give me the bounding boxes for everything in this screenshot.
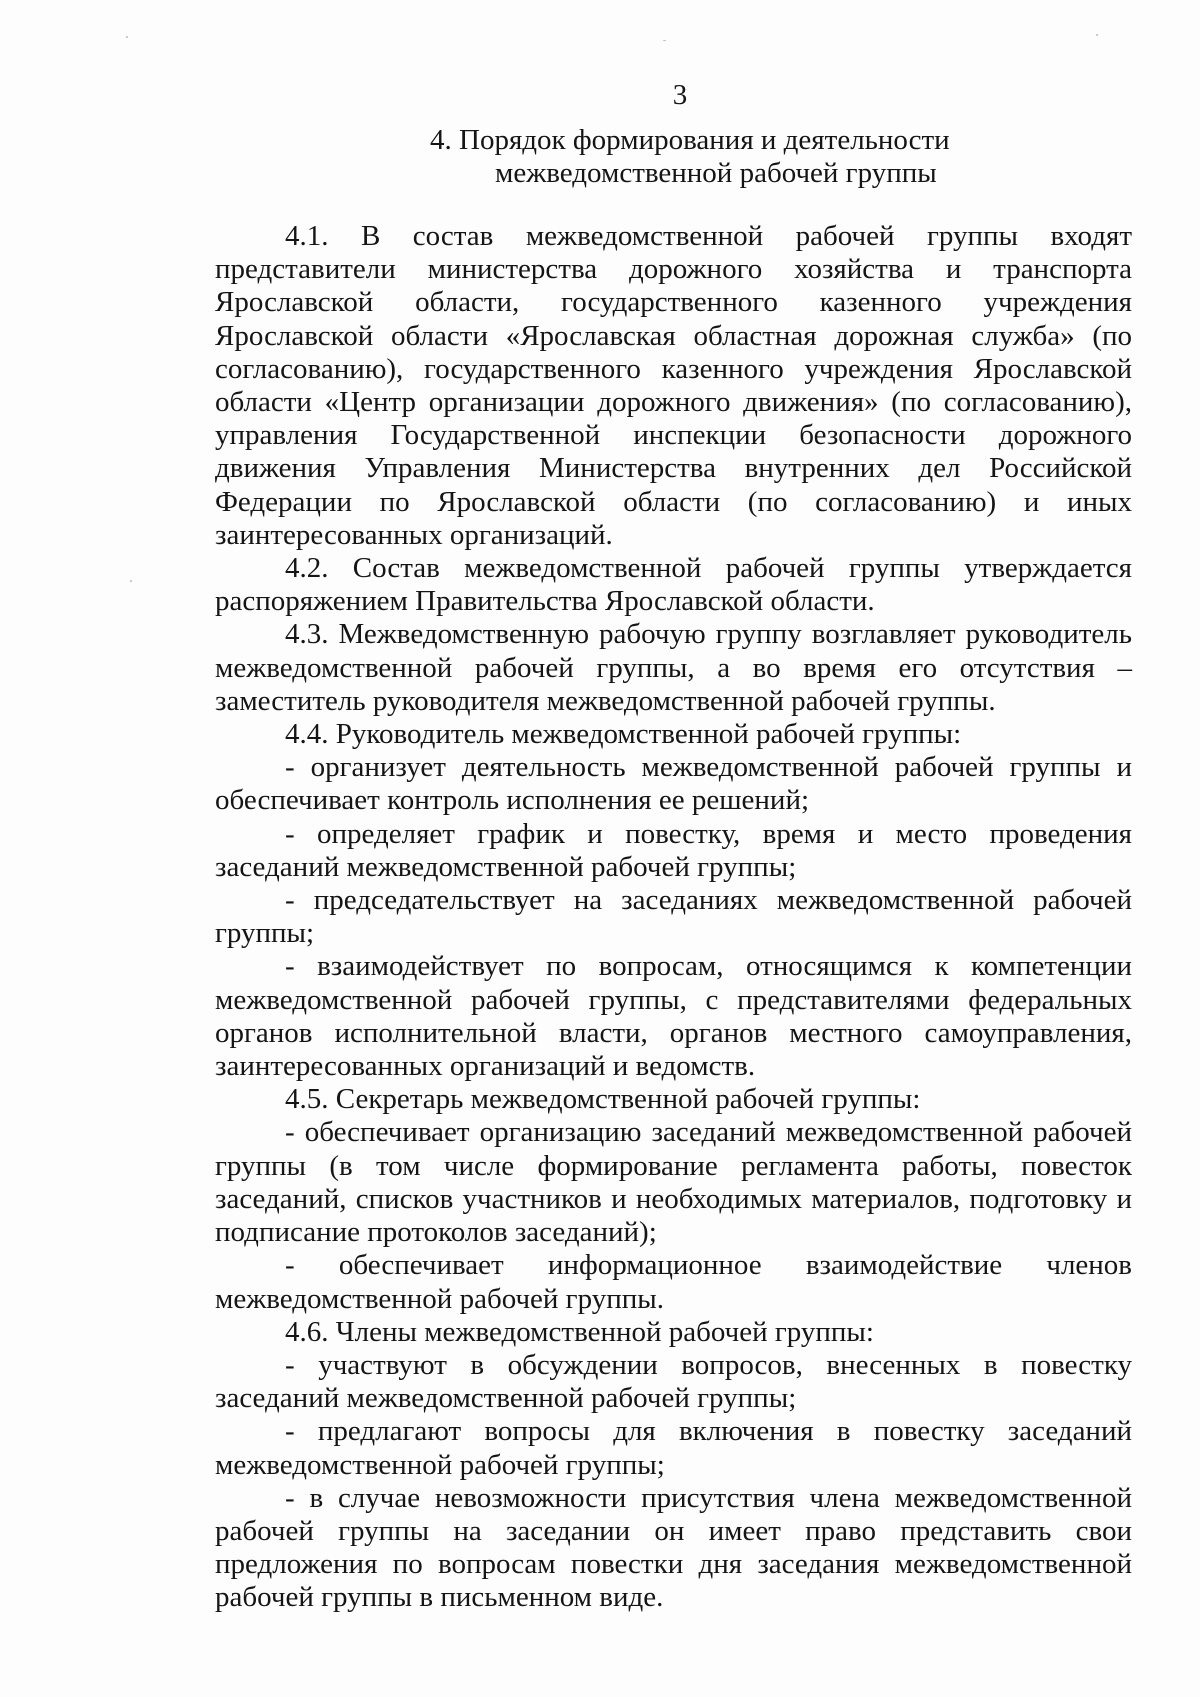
list-item: - предлагают вопросы для включения в повестку заседаний межведомственной рабочей группы; <box>215 1415 1132 1481</box>
list-item: - в случае невозможности присутствия члена межведомственной рабочей группы на заседании он имеет право представить свои предложения по вопросам повестки дня заседания межведомственной рабочей группы в письменном виде. <box>215 1481 1132 1614</box>
list-item: - организует деятельность межведомственной рабочей группы и обеспечивает контроль исполнения ее решений; <box>215 751 1132 817</box>
list-item: - определяет график и повестку, время и место проведения заседаний межведомственной рабочей группы; <box>215 817 1132 883</box>
list-item: - участвуют в обсуждении вопросов, внесенных в повестку заседаний межведомственной рабочей группы; <box>215 1348 1132 1415</box>
section-title-line: 4. Порядок формирования и деятельности <box>430 124 950 156</box>
document-body <box>215 220 1132 1615</box>
paragraph-4-5: 4.5. Секретарь межведомственной рабочей группы: <box>285 1083 921 1116</box>
section-title-line: межведомственной рабочей группы <box>495 157 937 189</box>
paragraph-4-2: 4.2. Состав межведомственной рабочей группы утверждается распоряжением Правительства Ярославской области. <box>215 552 1132 618</box>
scan-speck <box>130 580 132 582</box>
scan-speck <box>1096 34 1098 36</box>
paragraph-4-4: 4.4. Руководитель межведомственной рабочей группы: <box>285 718 962 751</box>
scan-speck <box>126 36 128 38</box>
paragraph-4-3: 4.3. Межведомственную рабочую группу возглавляет руководитель межведомственной рабочей группы, а во время его отсутствия – заместитель руководителя межведомственной рабочей группы. <box>215 618 1132 717</box>
scan-speck <box>663 40 666 41</box>
list-item: - обеспечивает информационное взаимодействие членов межведомственной рабочей группы. <box>215 1249 1132 1315</box>
list-item: - обеспечивает организацию заседаний межведомственной рабочей группы (в том числе формирование регламента работы, повесток заседаний, списков участников и необходимых материалов, подготовку и подписание протоколов заседаний); <box>215 1116 1132 1249</box>
list-item: - председательствует на заседаниях межведомственной рабочей группы; <box>215 884 1132 950</box>
page-number: 3 <box>672 79 688 111</box>
paragraph-4-6: 4.6. Члены межведомственной рабочей группы: <box>285 1315 874 1348</box>
section-title <box>420 124 1020 190</box>
paragraph-4-1: 4.1. В состав межведомственной рабочей группы входят представители министерства дорожного хозяйства и транспорта Ярославской области, государственного казенного учреждения Ярославской области «Ярославская областная дорожная служба» (по согласованию), государственного казенного учреждения Ярославской области «Центр организации дорожного движения» (по согласованию), управления Государственной инспекции безопасности дорожного движения Управления Министерства внутренних дел Российской Федерации по Ярославской области (по согласованию) и иных заинтересованных организаций. <box>215 220 1132 551</box>
list-item: - взаимодействует по вопросам, относящимся к компетенции межведомственной рабочей группы, с представителями федеральных органов исполнительной власти, органов местного самоуправления, заинтересованных организаций и ведомств. <box>215 950 1132 1083</box>
